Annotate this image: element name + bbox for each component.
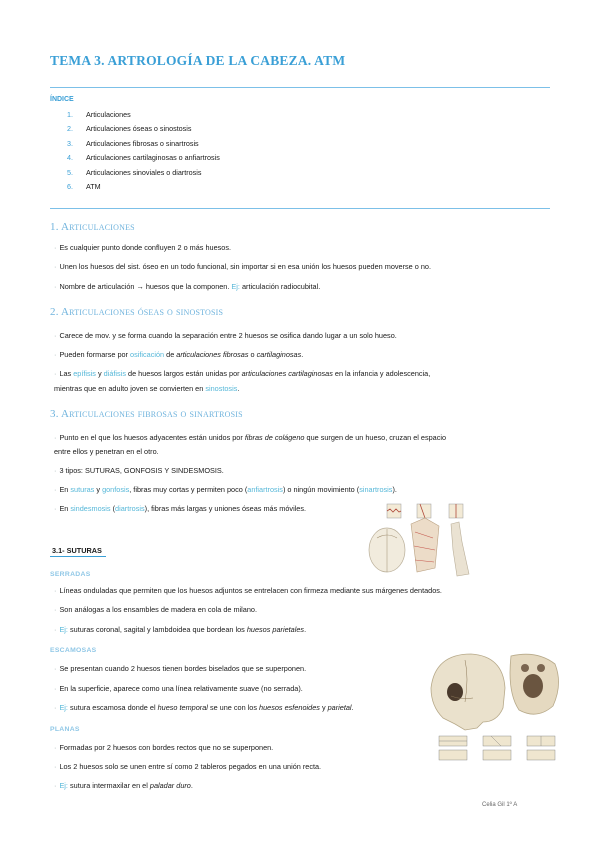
- index-item[interactable]: 4. Articulaciones cartilaginosas o anfiartrosis: [67, 153, 220, 163]
- paragraph: · En sindesmosis (diartrosis), fibras más largas y uniones óseas más móviles.: [54, 504, 307, 513]
- paragraph: · Líneas onduladas que permiten que los huesos adjuntos se entrelacen con firmeza mediante sus márgenes dentados.: [54, 586, 442, 595]
- paragraph: · Ej: suturas coronal, sagital y lambdoidea que bordean los huesos parietales.: [54, 625, 307, 634]
- paragraph: · 3 tipos: SUTURAS, GONFOSIS Y SINDESMOSIS.: [54, 466, 224, 475]
- paragraph: · Unen los huesos del sist. óseo en un todo funcional, sin importar si en esa unión los huesos pueden moverse o no.: [54, 262, 431, 271]
- subsection-label-planas: PLANAS: [50, 726, 80, 733]
- paragraph: · En la superficie, aparece como una línea relativamente suave (no serrada).: [54, 684, 303, 693]
- subsection-heading: 3.1- SUTURAS: [50, 545, 106, 557]
- subsection-label-escamosas: ESCAMOSAS: [50, 647, 97, 654]
- section-heading-3: 3. Articulaciones fibrosas o sinartrosis: [50, 408, 243, 420]
- paragraph: · Se presentan cuando 2 huesos tienen bordes biselados que se superponen.: [54, 664, 307, 673]
- subsection-label-serradas: SERRADAS: [50, 571, 91, 578]
- paragraph: · Las epífisis y diáfisis de huesos largos están unidas por articulaciones cartilaginosas en la infancia y adolescencia,: [54, 369, 431, 378]
- title-divider: [50, 87, 550, 88]
- section-heading-2: 2. Articulaciones óseas o sinostosis: [50, 306, 224, 318]
- index-item[interactable]: 5. Articulaciones sinoviales o diartrosis: [67, 167, 202, 177]
- section-heading-1: 1. Articulaciones: [50, 221, 135, 233]
- paragraph: · Punto en el que los huesos adyacentes están unidos por fibras de colágeno que surgen de un hueso, cruzan el espacio: [54, 433, 447, 442]
- skull-sutures-illustration: [425, 648, 565, 762]
- paragraph: · Es cualquier punto donde confluyen 2 o más huesos.: [54, 243, 232, 252]
- index-item[interactable]: 2. Articulaciones óseas o sinostosis: [67, 124, 192, 134]
- paragraph: · Carece de mov. y se forma cuando la separación entre 2 huesos se osifica dando lugar a un solo hueso.: [54, 331, 397, 340]
- index-label: ÍNDICE: [50, 96, 74, 103]
- index-item[interactable]: 3. Articulaciones fibrosas o sinartrosis: [67, 138, 199, 148]
- page-footer: Celia Gil 1º A: [482, 802, 518, 808]
- paragraph: · Nombre de articulación → huesos que la componen. Ej: articulación radiocubital.: [54, 282, 321, 291]
- paragraph: mientras que en adulto joven se convierten en sinostosis.: [54, 384, 240, 393]
- paragraph: · Son análogas a los ensambles de madera en cola de milano.: [54, 605, 257, 614]
- paragraph: · Formadas por 2 huesos con bordes rectos que no se superponen.: [54, 743, 274, 752]
- paragraph: · Ej: sutura intermaxilar en el paladar duro.: [54, 781, 193, 790]
- paragraph: · En suturas y gonfosis, fibras muy cortas y permiten poco (anfiartrosis) o ningún movimiento (sinartrosis).: [54, 485, 397, 494]
- paragraph: · Pueden formarse por osificación de articulaciones fibrosas o cartilaginosas.: [54, 350, 304, 359]
- paragraph: · Los 2 huesos solo se unen entre sí como 2 tableros pegados en una unión recta.: [54, 762, 322, 771]
- index-divider: [50, 208, 550, 209]
- document-title: TEMA 3. ARTROLOGÍA DE LA CABEZA. ATM: [50, 53, 346, 68]
- index-item[interactable]: 1. Articulaciones: [67, 110, 131, 119]
- index-list: [67, 108, 220, 194]
- paragraph: · Ej: sutura escamosa donde el hueso temporal se une con los huesos esfenoides y parietal.: [54, 703, 354, 712]
- index-item[interactable]: 6. ATM: [67, 181, 101, 191]
- suture-types-illustration: [365, 502, 477, 580]
- paragraph: entre ellos y penetran en el otro.: [54, 447, 159, 456]
